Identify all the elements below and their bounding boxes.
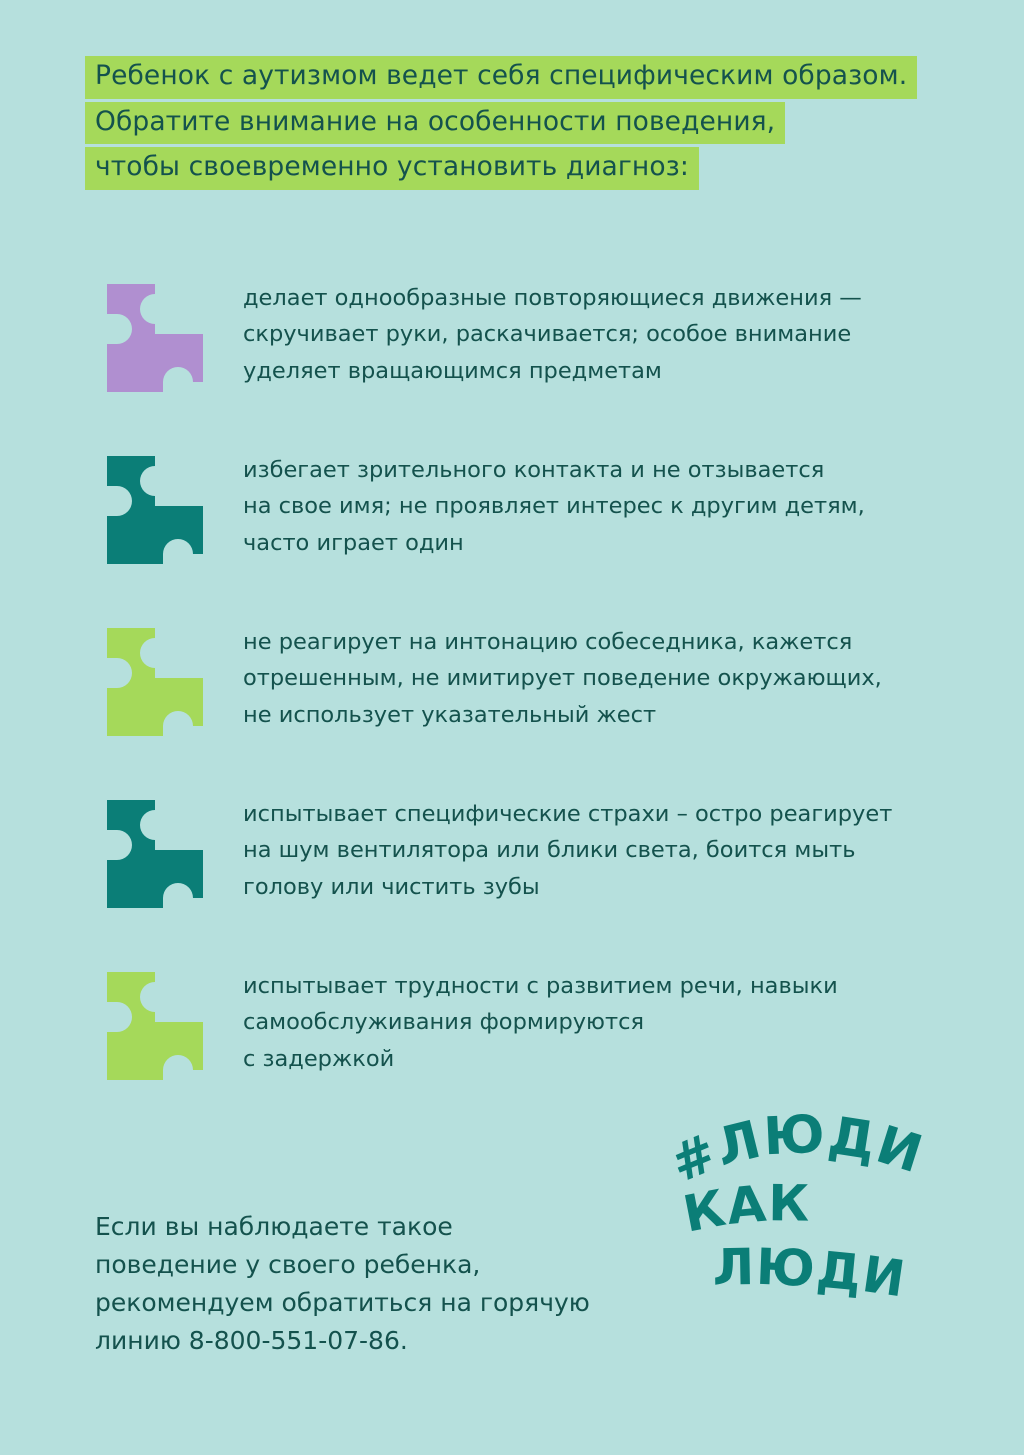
heart-logo — [648, 1108, 948, 1373]
list-item — [85, 616, 945, 752]
svg-text:#ЛЮДИ: #ЛЮДИ — [662, 1108, 930, 1196]
puzzle-piece-icon — [85, 792, 225, 924]
list-item-line: скручивает руки, раскачивается; особое внимание — [243, 321, 852, 348]
list-item-text — [225, 788, 945, 905]
svg-text:ЛЮДИ: ЛЮДИ — [712, 1237, 910, 1309]
list-item-line: делает однообразные повторяющиеся движения — — [243, 285, 862, 311]
puzzle-piece-icon — [85, 276, 225, 408]
header-line-2: Обратите внимание на особенности поведения, — [85, 102, 785, 145]
footer-line: Если вы наблюдаете такое — [95, 1212, 453, 1241]
list-item-line: не использует указательный жест — [243, 701, 657, 728]
footer-line: поведение у своего ребенка, — [95, 1250, 481, 1279]
list-item-line: испытывает трудности с развитием речи, навыки — [243, 973, 838, 999]
list-item-line: уделяет вращающимся предметам — [243, 357, 662, 384]
list-item-line: часто играет один — [243, 529, 464, 556]
header-line-3: чтобы своевременно установить диагноз: — [85, 147, 699, 190]
list-item — [85, 272, 945, 408]
puzzle-piece-icon — [85, 964, 225, 1096]
puzzle-piece-icon — [85, 448, 225, 580]
list-item-line: с задержкой — [243, 1045, 395, 1072]
list-item-line: на шум вентилятора или блики света, боится мыть — [243, 837, 856, 864]
svg-text:КАК: КАК — [678, 1174, 811, 1244]
list-item — [85, 444, 945, 580]
symptom-list — [85, 272, 945, 1132]
list-item-text — [225, 444, 945, 561]
list-item-text — [225, 272, 945, 389]
list-item-line: не реагирует на интонацию собеседника, кажется — [243, 629, 853, 655]
header-line-1: Ребенок с аутизмом ведет себя специфическим образом. — [85, 56, 917, 99]
footer-text — [95, 1208, 655, 1360]
footer-line: рекомендуем обратиться на горячую — [95, 1288, 590, 1317]
list-item-line: отрешенным, не имитирует поведение окружающих, — [243, 665, 882, 692]
list-item-line: голову или чистить зубы — [243, 873, 540, 900]
list-item-line: самообслуживания формируются — [243, 1009, 645, 1036]
list-item-line: на свое имя; не проявляет интерес к другим детям, — [243, 493, 865, 520]
list-item-line: избегает зрительного контакта и не отзывается — [243, 457, 825, 483]
puzzle-piece-icon — [85, 620, 225, 752]
list-item — [85, 788, 945, 924]
list-item — [85, 960, 945, 1096]
list-item-line: испытывает специфические страхи – остро реагирует — [243, 801, 893, 827]
list-item-text — [225, 616, 945, 733]
header-block — [85, 56, 908, 193]
footer-line-hotline: линию 8-800-551-07-86. — [95, 1326, 408, 1355]
list-item-text — [225, 960, 945, 1077]
